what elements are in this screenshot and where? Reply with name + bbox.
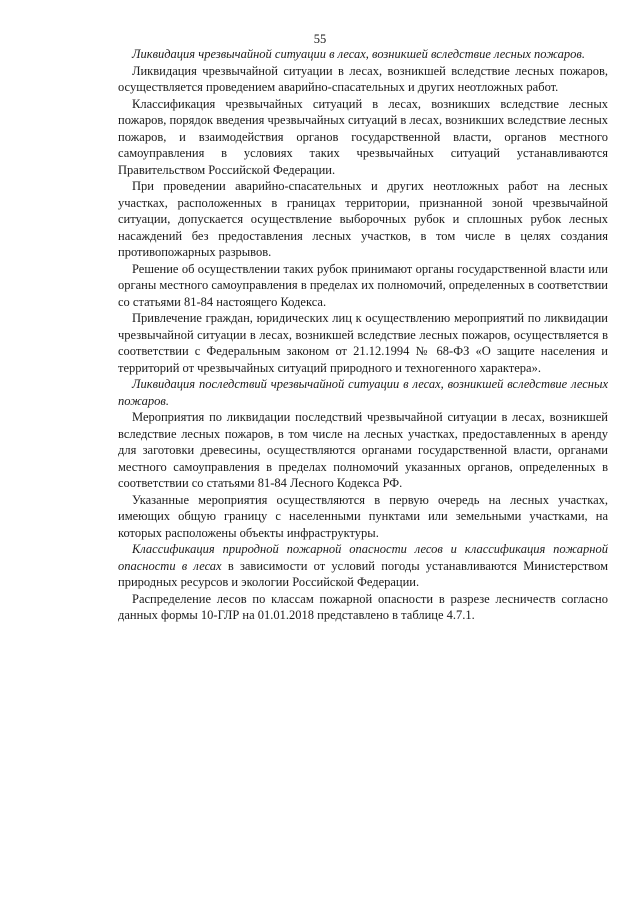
- paragraph: Распределение лесов по классам пожарной опасности в разрезе лесничеств согласно данных формы 10-ГЛР на 01.01.2018 представлено в таблице 4.7.1.: [118, 591, 608, 622]
- paragraph-classification: [118, 541, 608, 591]
- classification-text: в зависимости от условий погоды устанавливаются Министерством природных ресурсов и экологии Российской Федерации.: [118, 558, 608, 589]
- section-heading-liquidation: Ликвидация чрезвычайной ситуации в лесах, возникшей вследствие лесных пожаров.: [132, 47, 585, 61]
- page-number: 55: [313, 32, 327, 46]
- paragraph: При проведении аварийно-спасательных и других неотложных работ на лесных участках, расположенных в границах территории, признанной зоной чрезвычайной ситуации, допускается осуществление выборочных рубок и сплошных рубок лесных насаждений без предоставления лесных участков, в том числе в целях создания противопожарных разрывов.: [118, 179, 608, 259]
- paragraph: Привлечение граждан, юридических лиц к осуществлению мероприятий по ликвидации чрезвычайной ситуации в лесах, возникшей вследствие лесных пожаров, осуществляется в соответствии с Федеральным законом от 21.12.1994 № 68-ФЗ «О защите населения и территорий от чрезвычайных ситуаций природного и техногенного характера».: [118, 311, 608, 375]
- paragraph: Указанные мероприятия осуществляются в первую очередь на лесных участках, имеющих общую границу с населенными пунктами или земельными участками, на которых расположены объекты инфраструктуры.: [118, 492, 608, 540]
- document-body: [118, 46, 608, 624]
- paragraph: Мероприятия по ликвидации последствий чрезвычайной ситуации в лесах, возникшей вследствие лесных пожаров, в том числе на лесных участках, предоставленных в аренду для заготовки древесины, осуществляются органами государственной власти, органами местного самоуправления в пределах полномочий указанных органов, определенных в соответствии со статьями 81-84 Лесного Кодекса РФ.: [118, 410, 608, 490]
- paragraph: Ликвидация чрезвычайной ситуации в лесах, возникшей вследствие лесных пожаров, осуществляется проведением аварийно-спасательных и других неотложных работ.: [118, 63, 608, 94]
- section-heading-consequences: Ликвидация последствий чрезвычайной ситуации в лесах, возникшей вследствие лесных пожаров.: [118, 377, 608, 408]
- paragraph: Классификация чрезвычайных ситуаций в лесах, возникших вследствие лесных пожаров, порядок введения чрезвычайных ситуаций в лесах, возникших вследствие лесных пожаров, и взаимодействия органов государственной власти, органов местного самоуправления в условиях таких чрезвычайных ситуаций устанавливаются Правительством Российской Федерации.: [118, 96, 608, 177]
- paragraph: Решение об осуществлении таких рубок принимают органы государственной власти или органы местного самоуправления в пределах их полномочий, определенных в соответствии со статьями 81-84 настоящего Кодекса.: [118, 261, 608, 309]
- classification-term: Классификация природной пожарной опасности лесов и классификация пожарной опасности в лесах: [118, 542, 608, 573]
